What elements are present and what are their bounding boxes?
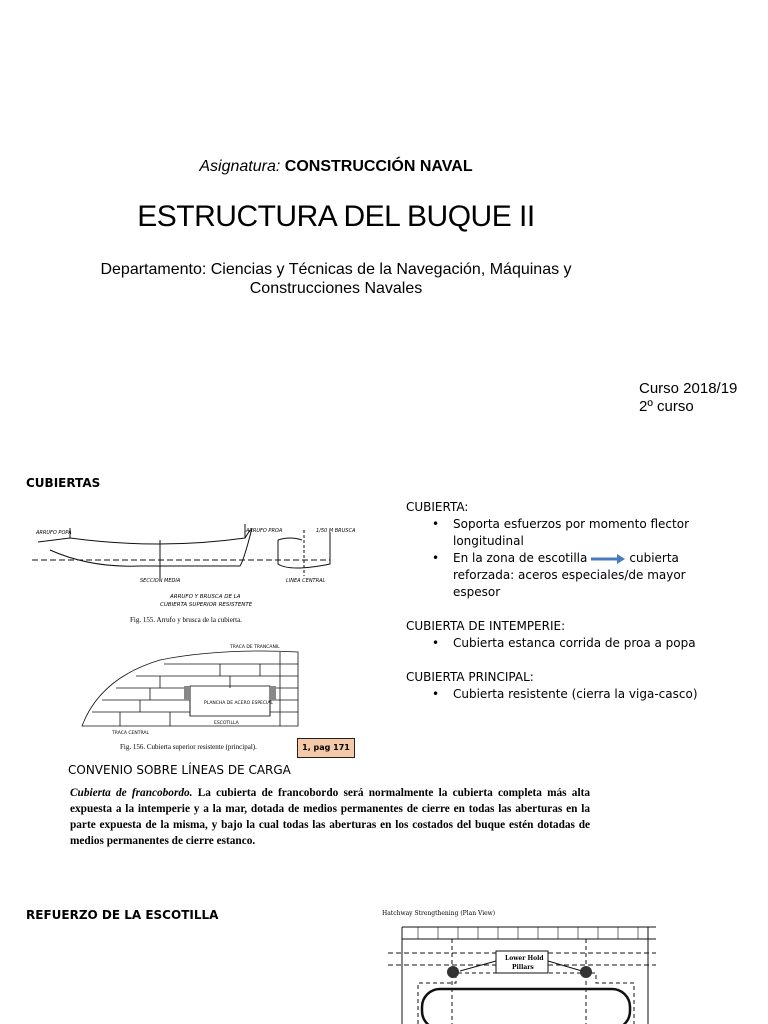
arrow-right-icon [591, 554, 625, 564]
figure-deck-plating [80, 638, 310, 753]
label-arrufo-proa: ARRUFO PROA [246, 528, 283, 534]
principal-heading: CUBIERTA PRINCIPAL: [406, 670, 534, 684]
principal-list [406, 686, 726, 703]
cubierta-heading: CUBIERTA: [406, 500, 469, 514]
pillars-label-1: Lower Hold [505, 955, 544, 962]
label-seccion-media: SECCION MEDIA [140, 578, 181, 584]
course-info [639, 380, 737, 416]
figure-hatchway-strengthening [378, 905, 658, 1024]
label-traca-trancanil: TRACA DE TRANCANIL [230, 645, 280, 650]
pillars-label-2: Pillars [512, 964, 534, 971]
subject-prefix: Asignatura: [199, 158, 281, 175]
pillar-right [580, 966, 592, 978]
label-plancha-especial: PLANCHA DE ACERO ESPECIAL [204, 701, 273, 706]
cubierta-notes [406, 499, 726, 703]
fig156-caption: Fig. 156. Cubierta superior resistente (principal). [120, 743, 257, 751]
hatched-plate-1 [184, 686, 190, 700]
pillar-left [447, 966, 459, 978]
cubierta-bullet-2-b: cubierta reforzada: aceros especiales/de mayor espesor [453, 551, 686, 599]
section-heading-cubiertas: CUBIERTAS [26, 476, 101, 490]
cubierta-list [406, 516, 726, 601]
intemperie-bullet: • Cubierta estanca corrida de proa a popa [432, 635, 726, 652]
cubierta-bullet-2 [432, 550, 726, 601]
cubierta-bullet-2-a: En la zona de escotilla [453, 551, 588, 565]
convenio-text [70, 785, 590, 849]
hatchway-figure-title: Hatchway Strengthening (Plan View) [382, 910, 496, 917]
label-escotilla: ESCOTILLA [214, 721, 239, 726]
department [80, 260, 592, 298]
convenio-heading: CONVENIO SOBRE LÍNEAS DE CARGA [68, 763, 291, 777]
intemperie-list [406, 635, 726, 652]
intemperie-heading: CUBIERTA DE INTEMPERIE: [406, 619, 566, 633]
convenio-term: Cubierta de francobordo. [70, 787, 193, 799]
cubierta-bullet-1: • Soporta esfuerzos por momento flector longitudinal [432, 516, 726, 550]
fig155-title-line1: ARRUFO Y BRUSCA DE LA [170, 594, 241, 600]
subject-name: CONSTRUCCIÓN NAVAL [284, 158, 473, 175]
subject-line [0, 158, 672, 176]
course-level: 2º curso [639, 398, 694, 415]
page-title: ESTRUCTURA DEL BUQUE II [137, 200, 535, 233]
convenio-body: La cubierta de francobordo será normalmente la cubierta completa más alta expuesta a la intemperie y a la mar, dotada de medios permanentes de cierre en todas las aberturas en la parte expuesta de la misma, y bajo la cual todas las aberturas en los costados del buque estén dotadas de medios permanentes de cierre estanco. [70, 787, 590, 847]
label-linea-central: LINEA CENTRAL [286, 578, 326, 584]
figure-hull-sheer [30, 520, 370, 630]
label-traca-central: TRACA CENTRAL [112, 731, 149, 736]
department-line-2: Construcciones Navales [249, 280, 423, 297]
department-line-1: Departamento: Ciencias y Técnicas de la Navegación, Máquinas y [100, 261, 572, 278]
label-arrufo-popa: ARRUFO POPA [36, 530, 72, 536]
fig155-caption: Fig. 155. Arrufo y brusca de la cubierta. [130, 616, 242, 624]
reference-tag: 1, pag 171 [297, 738, 355, 758]
principal-bullet: • Cubierta resistente (cierra la viga-casco) [432, 686, 726, 703]
course-year: Curso 2018/19 [639, 380, 738, 397]
fig155-title-line2: CUBIERTA SUPERIOR RESISTENTE [160, 602, 253, 608]
section-heading-refuerzo: REFUERZO DE LA ESCOTILLA [26, 908, 219, 922]
hatched-plate-2 [270, 686, 276, 700]
label-brusca: 1/50 M BRUSCA [316, 528, 356, 534]
